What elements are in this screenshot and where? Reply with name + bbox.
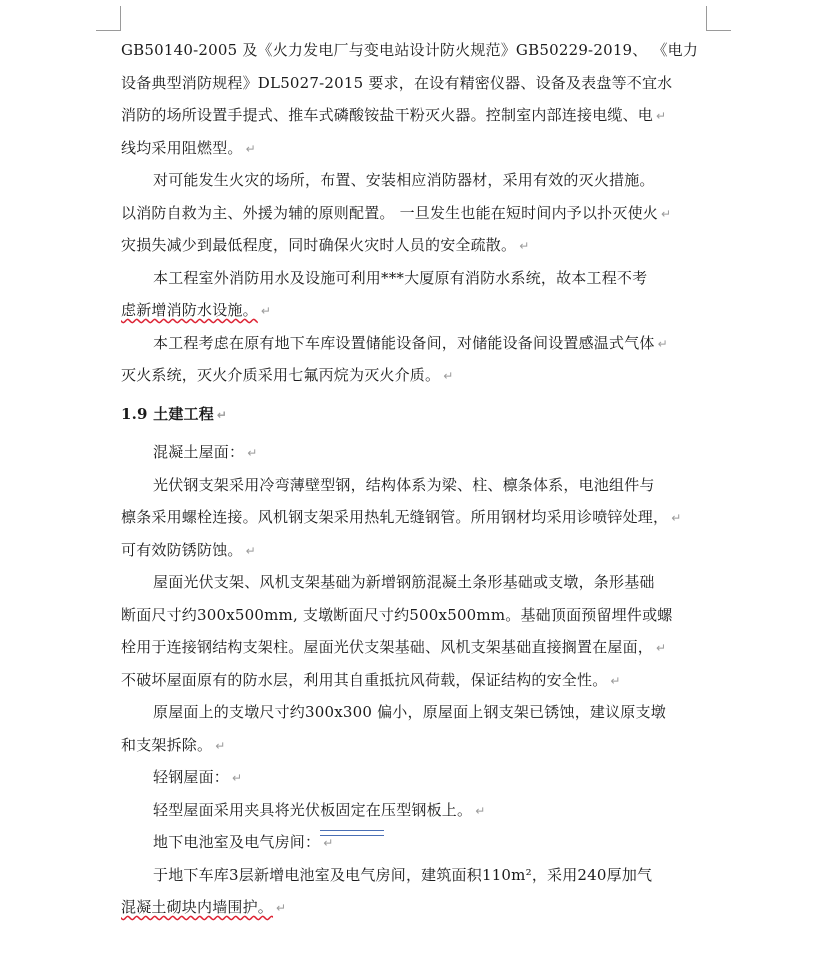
paragraph-mark-icon: ↵ — [660, 206, 672, 221]
text-line — [121, 794, 711, 827]
paragraph-mark-icon: ↵ — [519, 239, 530, 253]
text-span: 轻型屋面采用夹具将光伏板固定在压型钢板上。 — [153, 800, 473, 819]
text-span: 于地下车库3层新增电池室及电气房间，建筑面积110m²，采用240厚加气 — [153, 865, 653, 884]
text-line — [121, 197, 711, 230]
paragraph-mark-icon: ↵ — [656, 109, 667, 123]
text-line — [121, 229, 711, 262]
paragraph-mark-icon: ↵ — [671, 511, 682, 525]
paragraph-mark-icon: ↵ — [656, 641, 667, 655]
text-line — [121, 34, 711, 67]
text-line — [121, 164, 711, 197]
document-body[interactable] — [121, 34, 711, 924]
paragraph-mark-icon: ↵ — [245, 543, 256, 558]
text-line — [121, 859, 711, 892]
text-line — [121, 696, 711, 729]
text-line — [121, 501, 711, 534]
double-underline-mark — [320, 830, 384, 836]
paragraph-mark-icon: ↵ — [443, 369, 454, 383]
text-line — [121, 729, 711, 762]
text-span: 本工程考虑在原有地下车库设置储能设备间，对储能设备间设置感温式气体 — [153, 333, 655, 352]
text-line — [121, 67, 711, 100]
paragraph-mark-icon: ↵ — [475, 803, 486, 818]
paragraph-mark-icon: ↵ — [657, 336, 668, 351]
text-line — [121, 761, 711, 794]
text-span: 对可能发生火灾的场所，布置、安装相应消防器材，采用有效的灭火措施。 — [153, 171, 655, 189]
paragraph-mark-icon: ↵ — [323, 836, 334, 850]
text-span: 混凝土屋面： — [153, 443, 245, 461]
text-span: 混凝土砌块内墙围护。 — [121, 898, 274, 916]
paragraph-mark-icon: ↵ — [260, 304, 272, 318]
text-line — [121, 469, 711, 502]
section-heading — [121, 398, 711, 431]
text-span: 不破坏屋面原有的防水层，利用其自重抵抗风荷载，保证结构的安全性。 — [121, 670, 608, 689]
text-span: GB50140-2005 及《火力发电厂与变电站设计防火规范》GB50229-2019、 《电力 — [121, 41, 699, 59]
text-line — [121, 294, 711, 327]
text-span: 以消防自救为主、外援为辅的原则配置。 一旦发生也能在短时间内予以扑灭使火 — [121, 203, 658, 222]
text-line — [121, 599, 711, 632]
text-span: 屋面光伏支架、风机支架基础为新增钢筋混凝土条形基础或支墩，条形基础 — [153, 573, 655, 591]
text-line — [121, 262, 711, 295]
text-span: 轻钢屋面： — [153, 768, 230, 786]
text-span: 消防的场所设置手提式、推车式磷酸铵盐干粉灭火器。控制室内部连接电缆、电 — [121, 106, 654, 124]
text-line — [121, 566, 711, 599]
text-span: 虑新增消防水设施。 — [121, 301, 258, 319]
text-span: 檩条采用螺栓连接。风机钢支架采用热轧无缝钢管。所用钢材均采用诊喷锌处理， — [121, 508, 669, 526]
page-corner-mark-top-left — [96, 6, 121, 31]
heading-text: 1.9 土建工程 — [121, 404, 214, 423]
text-span: 地下电池室及电气房间： — [153, 833, 321, 851]
text-span: 可有效防锈防蚀。 — [121, 540, 243, 559]
text-line — [121, 534, 711, 567]
paragraph-mark-icon: ↵ — [276, 901, 287, 915]
text-span: 灾损失减少到最低程度，同时确保火灾时人员的安全疏散。 — [121, 236, 517, 254]
paragraph-mark-icon: ↵ — [216, 407, 228, 422]
paragraph-mark-icon: ↵ — [232, 771, 243, 785]
text-span: 线均采用阻燃型。 — [121, 138, 243, 157]
paragraph-mark-icon: ↵ — [247, 446, 258, 460]
text-line — [121, 359, 711, 392]
text-line — [121, 664, 711, 697]
text-line — [121, 327, 711, 360]
text-line — [121, 631, 711, 664]
paragraph-mark-icon: ↵ — [245, 141, 256, 156]
text-line — [121, 132, 711, 165]
text-span: 和支架拆除。 — [121, 735, 213, 754]
page-corner-mark-top-right — [706, 6, 731, 31]
text-line — [121, 99, 711, 132]
text-span: 断面尺寸约300x500mm, 支墩断面尺寸约500x500mm。基础顶面预留埋件或螺 — [121, 605, 673, 624]
text-line — [121, 436, 711, 469]
text-span: 设备典型消防规程》DL5027-2015 要求，在设有精密仪器、设备及表盘等不宜水 — [121, 73, 673, 92]
text-span: 栓用于连接钢结构支架柱。屋面光伏支架基础、风机支架基础直接搁置在屋面， — [121, 638, 654, 656]
paragraph-mark-icon: ↵ — [215, 738, 226, 753]
text-line — [121, 891, 711, 924]
text-span: 原屋面上的支墩尺寸约300x300 偏小，原屋面上钢支架已锈蚀，建议原支墩 — [153, 703, 666, 721]
paragraph-mark-icon: ↵ — [610, 673, 621, 688]
text-span: 本工程室外消防用水及设施可利用***大厦原有消防水系统，故本工程不考 — [153, 268, 648, 287]
text-line — [121, 826, 711, 859]
text-span: 灭火系统，灭火介质采用七氟丙烷为灭火介质。 — [121, 366, 441, 384]
text-span: 光伏钢支架采用冷弯薄壁型钢，结构体系为梁、柱、檩条体系，电池组件与 — [153, 475, 655, 494]
